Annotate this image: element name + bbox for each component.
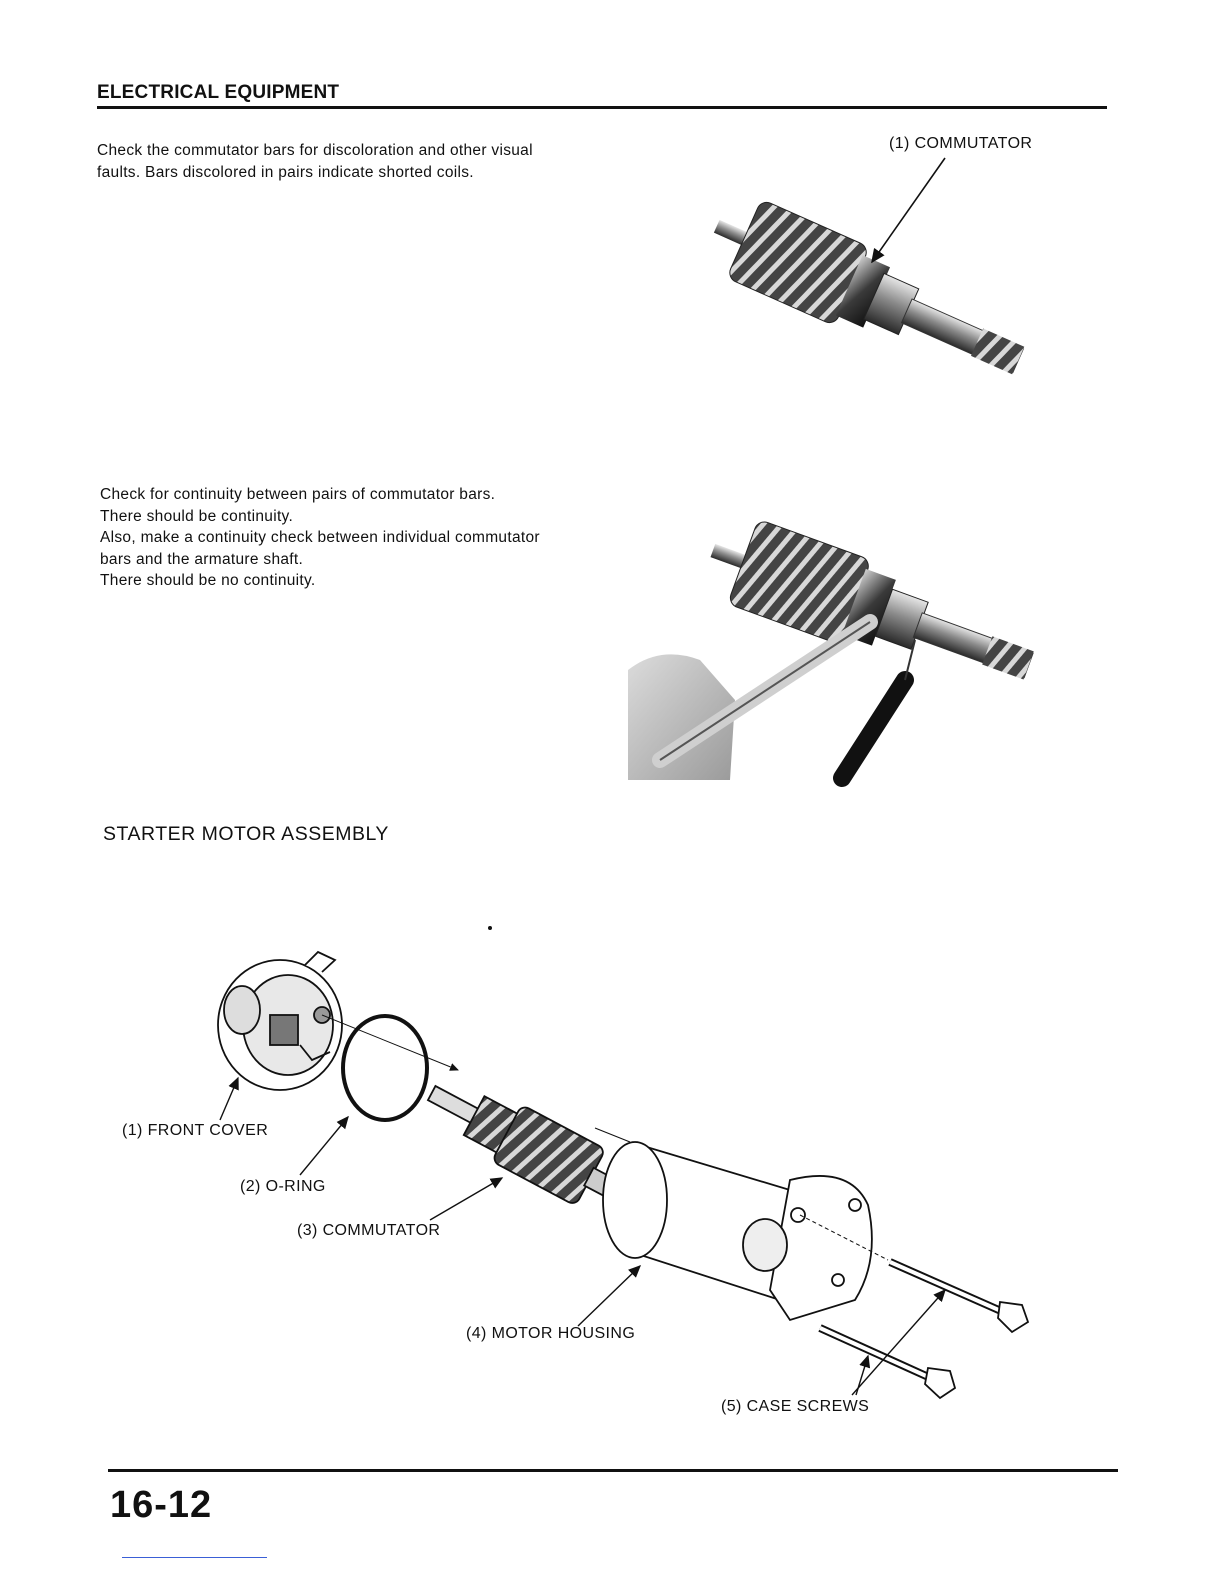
text-line: There should be no continuity. [100,572,316,589]
text-line: faults. Bars discolored in pairs indicate shorted coils. [97,163,474,181]
o-ring-drawing [343,1016,427,1120]
o-ring-leader-line [300,1117,348,1175]
assembly-section-title: STARTER MOTOR ASSEMBLY [103,823,389,845]
page-header-title: ELECTRICAL EQUIPMENT [97,82,340,103]
commutator-callout: (1) COMMUTATOR [889,135,1033,152]
front-cover-drawing [218,952,342,1090]
case-screw-leader-line-2 [856,1356,868,1395]
front-cover-callout: (1) FRONT COVER [122,1122,269,1139]
commutator-assembly-leader-line [430,1178,502,1220]
armature-photo [699,187,1035,400]
text-line: Check for continuity between pairs of commutator bars. [100,486,496,503]
front-cover-leader-line [220,1078,238,1120]
case-screws-callout: (5) CASE SCREWS [721,1398,870,1415]
tester-probe-dark [842,680,905,778]
text-line: bars and the armature shaft. [100,550,304,568]
continuity-test-photo [628,508,1044,780]
text-line: Check the commutator bars for discoloration and other visual [97,142,533,159]
text-line: There should be continuity. [100,507,294,525]
commutator-leader-line [872,158,945,262]
armature-drawing [417,1065,627,1217]
commutator-assembly-callout: (3) COMMUTATOR [297,1222,441,1239]
motor-housing-leader-line [578,1266,640,1326]
o-ring-callout: (2) O-RING [240,1178,326,1195]
text-line: Also, make a continuity check between individual commutator [100,529,540,546]
page-number: 16-12 [110,1484,213,1526]
footer-divider [108,1469,1118,1472]
motor-housing-callout: (4) MOTOR HOUSING [466,1325,636,1342]
stray-dot [488,926,492,930]
link-underline [122,1557,267,1558]
